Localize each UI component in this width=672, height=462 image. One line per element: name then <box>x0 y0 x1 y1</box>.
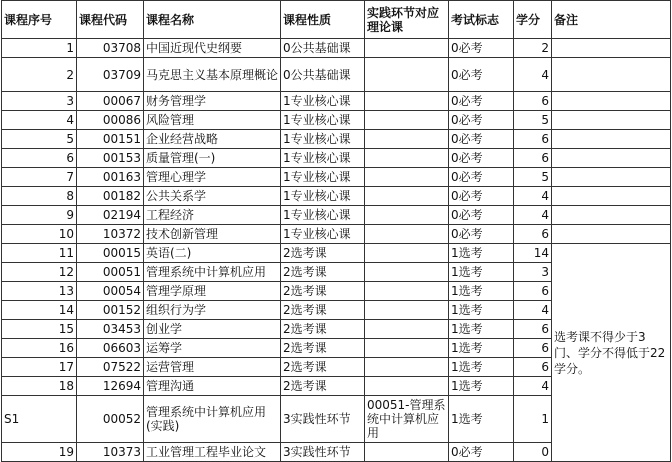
cell-seq: 11 <box>2 244 77 263</box>
cell-name: 管理学原理 <box>144 282 281 301</box>
cell-credit: 4 <box>514 206 552 225</box>
cell-credit: 6 <box>514 320 552 339</box>
cell-nature: 2选考课 <box>281 282 365 301</box>
cell-exam: 0必考 <box>449 92 514 111</box>
cell-exam: 1选考 <box>449 339 514 358</box>
cell-seq: 8 <box>2 187 77 206</box>
elective-note: 选考课不得少于3门、学分不得低于22学分。 <box>552 244 671 462</box>
cell-nature: 2选考课 <box>281 358 365 377</box>
cell-exam: 0必考 <box>449 39 514 58</box>
cell-seq: 9 <box>2 206 77 225</box>
cell-practice <box>365 358 449 377</box>
cell-name: 创业学 <box>144 320 281 339</box>
cell-seq: 6 <box>2 149 77 168</box>
cell-code: 06603 <box>77 339 144 358</box>
header-credit: 学分 <box>514 1 552 39</box>
cell-practice <box>365 206 449 225</box>
cell-nature: 2选考课 <box>281 377 365 396</box>
cell-code: 00015 <box>77 244 144 263</box>
cell-code: 00153 <box>77 149 144 168</box>
cell-nature: 2选考课 <box>281 263 365 282</box>
table-row <box>2 168 671 187</box>
cell-practice <box>365 301 449 320</box>
table-row <box>2 92 671 111</box>
cell-code: 02194 <box>77 206 144 225</box>
cell-credit: 6 <box>514 92 552 111</box>
cell-nature: 0公共基础课 <box>281 58 365 92</box>
cell-exam: 1选考 <box>449 263 514 282</box>
cell-nature: 1专业核心课 <box>281 206 365 225</box>
header-name: 课程名称 <box>144 1 281 39</box>
cell-note <box>552 130 671 149</box>
cell-code: 00067 <box>77 92 144 111</box>
header-exam: 考试标志 <box>449 1 514 39</box>
cell-seq: S1 <box>2 396 77 443</box>
cell-code: 03708 <box>77 39 144 58</box>
cell-seq: 1 <box>2 39 77 58</box>
cell-exam: 0必考 <box>449 443 514 462</box>
cell-practice <box>365 443 449 462</box>
cell-code: 00182 <box>77 187 144 206</box>
cell-exam: 0必考 <box>449 225 514 244</box>
header-practice: 实践环节对应理论课 <box>365 1 449 39</box>
cell-code: 00151 <box>77 130 144 149</box>
cell-credit: 6 <box>514 225 552 244</box>
cell-exam: 1选考 <box>449 282 514 301</box>
cell-practice <box>365 320 449 339</box>
cell-seq: 15 <box>2 320 77 339</box>
table-row <box>2 225 671 244</box>
cell-name: 技术创新管理 <box>144 225 281 244</box>
cell-seq: 17 <box>2 358 77 377</box>
cell-exam: 0必考 <box>449 130 514 149</box>
cell-name: 公共关系学 <box>144 187 281 206</box>
cell-code: 07522 <box>77 358 144 377</box>
cell-practice <box>365 187 449 206</box>
cell-nature: 0公共基础课 <box>281 39 365 58</box>
cell-name: 管理心理学 <box>144 168 281 187</box>
cell-code: 00054 <box>77 282 144 301</box>
cell-exam: 0必考 <box>449 58 514 92</box>
cell-note <box>552 168 671 187</box>
cell-exam: 0必考 <box>449 168 514 187</box>
header-row <box>2 1 671 39</box>
table-row <box>2 149 671 168</box>
cell-code: 00051 <box>77 263 144 282</box>
cell-seq: 2 <box>2 58 77 92</box>
cell-note <box>552 39 671 58</box>
cell-seq: 5 <box>2 130 77 149</box>
cell-practice <box>365 168 449 187</box>
cell-practice <box>365 282 449 301</box>
cell-nature: 2选考课 <box>281 244 365 263</box>
course-table <box>1 0 671 462</box>
cell-code: 00052 <box>77 396 144 443</box>
cell-seq: 14 <box>2 301 77 320</box>
cell-exam: 1选考 <box>449 320 514 339</box>
cell-nature: 1专业核心课 <box>281 130 365 149</box>
cell-name: 运筹学 <box>144 339 281 358</box>
cell-credit: 4 <box>514 58 552 92</box>
cell-practice <box>365 244 449 263</box>
cell-practice <box>365 149 449 168</box>
cell-nature: 2选考课 <box>281 339 365 358</box>
table-row <box>2 187 671 206</box>
cell-credit: 4 <box>514 187 552 206</box>
cell-name: 质量管理(一) <box>144 149 281 168</box>
cell-code: 12694 <box>77 377 144 396</box>
cell-credit: 2 <box>514 39 552 58</box>
cell-exam: 1选考 <box>449 396 514 443</box>
cell-name: 运营管理 <box>144 358 281 377</box>
cell-credit: 4 <box>514 377 552 396</box>
cell-exam: 1选考 <box>449 377 514 396</box>
table-row <box>2 111 671 130</box>
table-row <box>2 130 671 149</box>
cell-seq: 4 <box>2 111 77 130</box>
cell-nature: 2选考课 <box>281 320 365 339</box>
cell-nature: 1专业核心课 <box>281 187 365 206</box>
table-row <box>2 58 671 92</box>
cell-note <box>552 111 671 130</box>
cell-nature: 1专业核心课 <box>281 149 365 168</box>
cell-code: 03709 <box>77 58 144 92</box>
cell-credit: 6 <box>514 130 552 149</box>
cell-seq: 19 <box>2 443 77 462</box>
cell-code: 10372 <box>77 225 144 244</box>
cell-code: 03453 <box>77 320 144 339</box>
cell-credit: 14 <box>514 244 552 263</box>
header-nature: 课程性质 <box>281 1 365 39</box>
cell-name: 管理沟通 <box>144 377 281 396</box>
cell-note <box>552 92 671 111</box>
cell-practice <box>365 225 449 244</box>
cell-practice <box>365 377 449 396</box>
cell-name: 管理系统中计算机应用 <box>144 263 281 282</box>
cell-nature: 3实践性环节 <box>281 443 365 462</box>
cell-exam: 1选考 <box>449 358 514 377</box>
cell-exam: 1选考 <box>449 244 514 263</box>
cell-credit: 0 <box>514 443 552 462</box>
cell-note <box>552 187 671 206</box>
cell-seq: 13 <box>2 282 77 301</box>
table-row <box>2 244 671 263</box>
cell-practice <box>365 263 449 282</box>
cell-name: 企业经营战略 <box>144 130 281 149</box>
cell-code: 10373 <box>77 443 144 462</box>
cell-seq: 12 <box>2 263 77 282</box>
cell-note <box>552 149 671 168</box>
cell-exam: 1选考 <box>449 301 514 320</box>
cell-credit: 3 <box>514 263 552 282</box>
cell-credit: 5 <box>514 168 552 187</box>
header-seq: 课程序号 <box>2 1 77 39</box>
cell-practice <box>365 130 449 149</box>
cell-name: 马克思主义基本原理概论 <box>144 58 281 92</box>
cell-practice <box>365 111 449 130</box>
cell-nature: 3实践性环节 <box>281 396 365 443</box>
cell-code: 00163 <box>77 168 144 187</box>
cell-seq: 3 <box>2 92 77 111</box>
table-row <box>2 206 671 225</box>
cell-name: 中国近现代史纲要 <box>144 39 281 58</box>
cell-nature: 1专业核心课 <box>281 225 365 244</box>
cell-code: 00086 <box>77 111 144 130</box>
cell-name: 财务管理学 <box>144 92 281 111</box>
header-code: 课程代码 <box>77 1 144 39</box>
cell-name: 英语(二) <box>144 244 281 263</box>
cell-practice <box>365 58 449 92</box>
cell-nature: 1专业核心课 <box>281 92 365 111</box>
cell-practice <box>365 339 449 358</box>
cell-seq: 16 <box>2 339 77 358</box>
cell-name: 风险管理 <box>144 111 281 130</box>
cell-nature: 2选考课 <box>281 301 365 320</box>
header-note: 备注 <box>552 1 671 39</box>
cell-note <box>552 58 671 92</box>
cell-seq: 7 <box>2 168 77 187</box>
cell-credit: 6 <box>514 149 552 168</box>
cell-exam: 0必考 <box>449 149 514 168</box>
cell-note <box>552 206 671 225</box>
cell-credit: 6 <box>514 282 552 301</box>
cell-exam: 0必考 <box>449 111 514 130</box>
cell-seq: 18 <box>2 377 77 396</box>
cell-name: 工业管理工程毕业论文 <box>144 443 281 462</box>
table-row <box>2 39 671 58</box>
cell-code: 00152 <box>77 301 144 320</box>
cell-nature: 1专业核心课 <box>281 111 365 130</box>
cell-practice <box>365 39 449 58</box>
cell-name: 管理系统中计算机应用(实践) <box>144 396 281 443</box>
cell-credit: 1 <box>514 396 552 443</box>
cell-practice <box>365 92 449 111</box>
cell-exam: 0必考 <box>449 187 514 206</box>
cell-name: 工程经济 <box>144 206 281 225</box>
cell-note <box>552 225 671 244</box>
cell-practice: 00051-管理系统中计算机应用 <box>365 396 449 443</box>
cell-credit: 6 <box>514 339 552 358</box>
cell-name: 组织行为学 <box>144 301 281 320</box>
cell-exam: 0必考 <box>449 206 514 225</box>
cell-seq: 10 <box>2 225 77 244</box>
cell-nature: 1专业核心课 <box>281 168 365 187</box>
cell-credit: 6 <box>514 358 552 377</box>
cell-credit: 5 <box>514 111 552 130</box>
cell-credit: 4 <box>514 301 552 320</box>
